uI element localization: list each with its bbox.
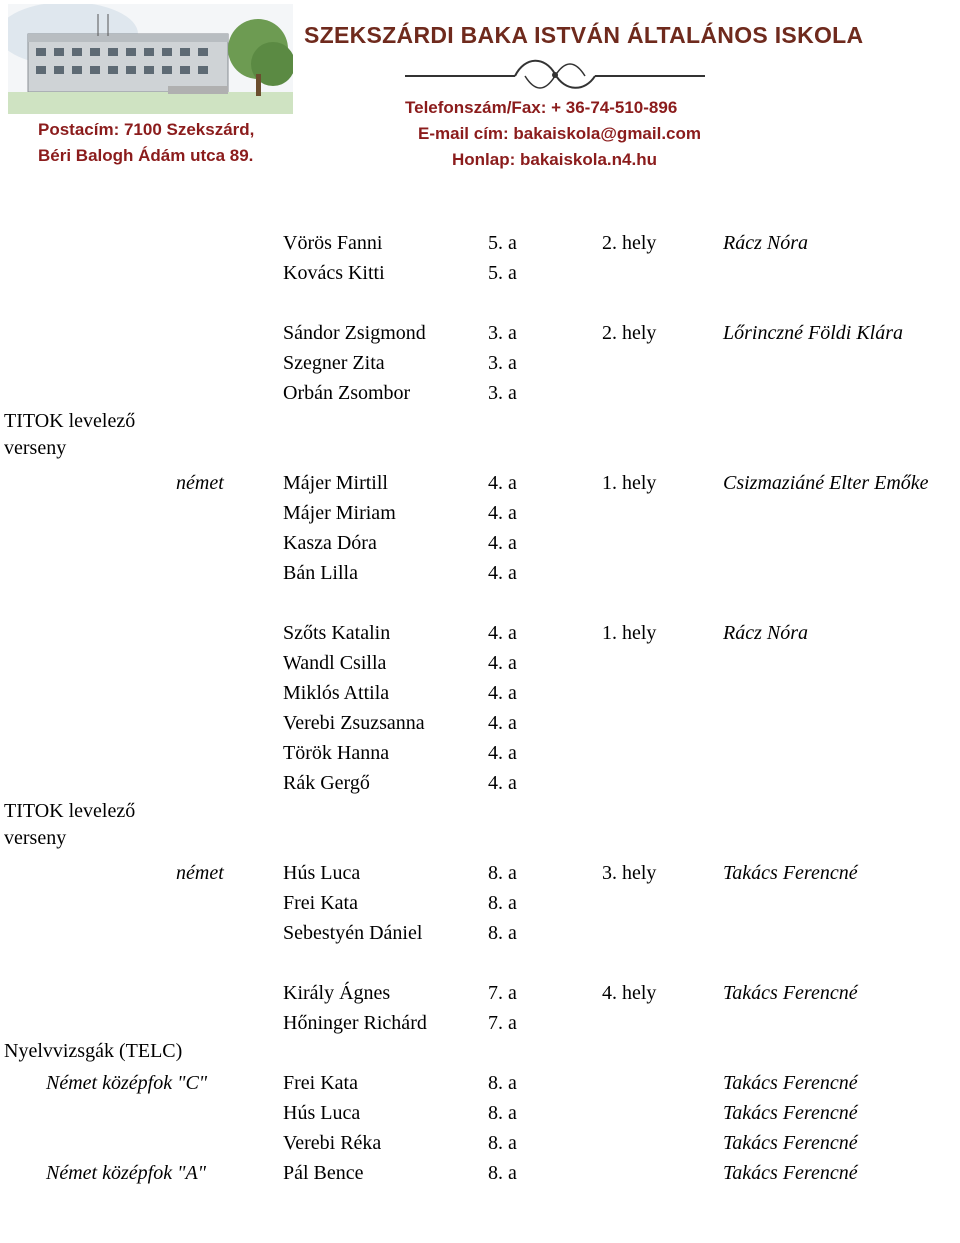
result-row xyxy=(0,228,960,258)
student-class: 4. a xyxy=(488,682,517,704)
student-name: Wandl Csilla xyxy=(283,652,387,674)
student-class: 5. a xyxy=(488,232,517,254)
student-name: Hús Luca xyxy=(283,862,361,884)
student-name: Sándor Zsigmond xyxy=(283,322,426,344)
result-row xyxy=(0,1068,960,1098)
student-class: 4. a xyxy=(488,712,517,734)
student-class: 8. a xyxy=(488,1162,517,1184)
student-name: Szőts Katalin xyxy=(283,622,391,644)
result-row xyxy=(0,738,960,768)
result-row xyxy=(0,348,960,378)
student-name: Májer Mirtill xyxy=(283,472,388,494)
result-row xyxy=(0,558,960,588)
student-class: 8. a xyxy=(488,1132,517,1154)
placement: 1. hely xyxy=(602,622,657,644)
placement: 2. hely xyxy=(602,322,657,344)
student-class: 3. a xyxy=(488,322,517,344)
results-list xyxy=(0,228,960,1188)
student-class: 4. a xyxy=(488,622,517,644)
section-title-line1: TITOK levelező xyxy=(4,800,136,822)
student-name: Frei Kata xyxy=(283,892,358,914)
student-name: Pál Bence xyxy=(283,1162,364,1184)
phone-fax: Telefonszám/Fax: + 36-74-510-896 xyxy=(405,98,678,117)
teacher-name: Takács Ferencné xyxy=(723,1162,858,1184)
school-building-image xyxy=(8,4,293,114)
student-name: Verebi Réka xyxy=(283,1132,382,1154)
student-class: 4. a xyxy=(488,742,517,764)
letterhead xyxy=(0,0,960,190)
result-row xyxy=(0,1128,960,1158)
student-name: Király Ágnes xyxy=(283,982,391,1004)
language-label: német xyxy=(176,862,224,884)
result-row xyxy=(0,498,960,528)
result-row xyxy=(0,258,960,288)
result-row xyxy=(0,678,960,708)
placement: 4. hely xyxy=(602,982,657,1004)
teacher-name: Lőrinczné Földi Klára xyxy=(723,322,904,344)
teacher-name: Takács Ferencné xyxy=(723,982,858,1004)
teacher-name: Csizmaziáné Elter Emőke xyxy=(723,472,929,494)
placement: 3. hely xyxy=(602,862,657,884)
result-row xyxy=(0,318,960,348)
email-address: E-mail cím: bakaiskola@gmail.com xyxy=(418,124,702,143)
student-name: Hús Luca xyxy=(283,1102,361,1124)
student-name: Bán Lilla xyxy=(283,562,358,584)
result-row xyxy=(0,378,960,408)
postal-address-line1: Postacím: 7100 Szekszárd, xyxy=(38,120,255,139)
postal-address-line2: Béri Balogh Ádám utca 89. xyxy=(38,146,254,165)
result-row xyxy=(0,1008,960,1038)
student-name: Kovács Kitti xyxy=(283,262,385,284)
student-class: 3. a xyxy=(488,352,517,374)
student-name: Szegner Zita xyxy=(283,352,385,374)
student-class: 8. a xyxy=(488,1072,517,1094)
student-name: Sebestyén Dániel xyxy=(283,922,423,944)
result-row xyxy=(0,528,960,558)
website: Honlap: bakaiskola.n4.hu xyxy=(452,150,657,169)
student-class: 7. a xyxy=(488,982,517,1004)
student-name: Kasza Dóra xyxy=(283,532,377,554)
teacher-name: Takács Ferencné xyxy=(723,1132,858,1154)
teacher-name: Rácz Nóra xyxy=(723,232,808,254)
result-row xyxy=(0,1158,960,1188)
student-class: 8. a xyxy=(488,892,517,914)
section-title-line2: verseny xyxy=(4,827,67,849)
teacher-name: Takács Ferencné xyxy=(723,1072,858,1094)
student-class: 8. a xyxy=(488,922,517,944)
student-name: Orbán Zsombor xyxy=(283,382,411,404)
section-title xyxy=(0,798,960,858)
student-class: 4. a xyxy=(488,772,517,794)
result-row xyxy=(0,768,960,798)
section-title-line1: TITOK levelező xyxy=(4,410,136,432)
student-name: Májer Miriam xyxy=(283,502,396,524)
result-row xyxy=(0,618,960,648)
result-row xyxy=(0,648,960,678)
student-class: 4. a xyxy=(488,532,517,554)
student-class: 4. a xyxy=(488,562,517,584)
section-title xyxy=(0,1038,960,1068)
section-title-line1: Nyelvvizsgák (TELC) xyxy=(4,1040,183,1062)
section-title xyxy=(0,408,960,468)
placement: 1. hely xyxy=(602,472,657,494)
result-row xyxy=(0,918,960,948)
student-class: 4. a xyxy=(488,502,517,524)
student-class: 3. a xyxy=(488,382,517,404)
teacher-name: Takács Ferencné xyxy=(723,1102,858,1124)
student-class: 4. a xyxy=(488,472,517,494)
student-class: 7. a xyxy=(488,1012,517,1034)
student-name: Verebi Zsuzsanna xyxy=(283,712,425,734)
student-class: 8. a xyxy=(488,862,517,884)
result-row xyxy=(0,858,960,888)
exam-level-label: Német középfok "C" xyxy=(46,1072,208,1094)
placement: 2. hely xyxy=(602,232,657,254)
ornament-flourish xyxy=(395,52,715,96)
student-class: 4. a xyxy=(488,652,517,674)
student-name: Frei Kata xyxy=(283,1072,358,1094)
school-name: SZEKSZÁRDI BAKA ISTVÁN ÁLTALÁNOS ISKOLA xyxy=(304,22,864,48)
student-name: Rák Gergő xyxy=(283,772,370,794)
result-row xyxy=(0,978,960,1008)
section-title-line2: verseny xyxy=(4,437,67,459)
teacher-name: Rácz Nóra xyxy=(723,622,808,644)
student-name: Vörös Fanni xyxy=(283,232,383,254)
teacher-name: Takács Ferencné xyxy=(723,862,858,884)
result-row xyxy=(0,1098,960,1128)
result-row xyxy=(0,468,960,498)
language-label: német xyxy=(176,472,224,494)
exam-level-label: Német középfok "A" xyxy=(46,1162,207,1184)
result-row xyxy=(0,708,960,738)
student-name: Hőninger Richárd xyxy=(283,1012,427,1034)
student-class: 8. a xyxy=(488,1102,517,1124)
student-name: Török Hanna xyxy=(283,742,390,764)
student-class: 5. a xyxy=(488,262,517,284)
result-row xyxy=(0,888,960,918)
student-name: Miklós Attila xyxy=(283,682,390,704)
